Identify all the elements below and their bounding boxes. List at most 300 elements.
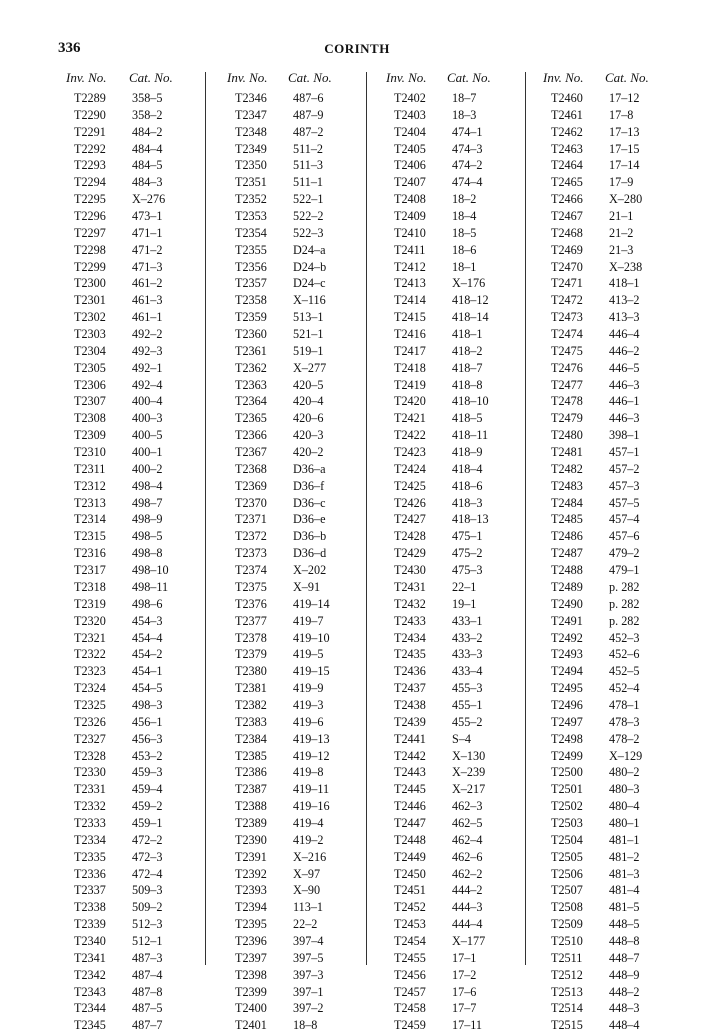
table-row — [227, 511, 377, 528]
cat-no-cell: 480–3 — [609, 782, 640, 797]
table-row — [543, 849, 693, 866]
table-row — [543, 984, 693, 1001]
inv-no-cell: T2462 — [551, 124, 583, 139]
cat-no-cell: 471–2 — [132, 242, 163, 257]
table-row — [66, 680, 216, 697]
cat-no-cell: X–238 — [609, 259, 643, 274]
cat-no-cell: 420–4 — [293, 394, 324, 409]
table-row — [386, 731, 536, 748]
cat-no-cell: 358–2 — [132, 107, 163, 122]
cat-no-cell: 452–6 — [609, 647, 640, 662]
cat-no-cell: 419–3 — [293, 697, 324, 712]
inv-no-cell: T2481 — [551, 445, 583, 460]
table-row — [227, 377, 377, 394]
table-row — [543, 680, 693, 697]
cat-no-cell: 487–3 — [132, 950, 163, 965]
cat-no-cell: 418–6 — [452, 478, 483, 493]
inv-no-cell: T2445 — [394, 782, 426, 797]
inv-no-cell: T2338 — [74, 900, 106, 915]
cat-no-cell: 113–1 — [293, 900, 324, 915]
table-row — [227, 259, 377, 276]
table-row — [66, 208, 216, 225]
inv-no-cell: T2508 — [551, 900, 583, 915]
inv-no-cell: T2374 — [235, 563, 267, 578]
inv-no-cell: T2502 — [551, 799, 583, 814]
cat-no-cell: 448–9 — [609, 967, 640, 982]
table-row — [66, 731, 216, 748]
table-row — [227, 1017, 377, 1034]
table-row — [66, 916, 216, 933]
cat-no-cell: 419–9 — [293, 681, 324, 696]
table-row — [66, 360, 216, 377]
cat-no-cell: 487–9 — [293, 107, 324, 122]
inv-no-cell: T2395 — [235, 917, 267, 932]
table-row — [543, 714, 693, 731]
inv-no-cell: T2336 — [74, 866, 106, 881]
cat-no-cell: 481–5 — [609, 900, 640, 915]
table-row — [227, 275, 377, 292]
cat-no-cell: 481–1 — [609, 832, 640, 847]
table-row — [227, 495, 377, 512]
inv-no-cell: T2437 — [394, 681, 426, 696]
cat-no-cell: 455–1 — [452, 697, 483, 712]
inv-no-cell: T2492 — [551, 630, 583, 645]
inv-no-cell: T2315 — [74, 529, 106, 544]
table-row — [386, 714, 536, 731]
cat-no-cell: 487–4 — [132, 967, 163, 982]
inv-no-cell: T2369 — [235, 478, 267, 493]
cat-no-cell: 498–3 — [132, 697, 163, 712]
cat-no-cell: 487–8 — [132, 984, 163, 999]
inv-no-cell: T2493 — [551, 647, 583, 662]
table-row — [66, 444, 216, 461]
table-row — [543, 495, 693, 512]
table-row — [543, 748, 693, 765]
inv-no-cell: T2409 — [394, 209, 426, 224]
cat-no-header: Cat. No. — [447, 70, 491, 85]
cat-no-cell: 419–7 — [293, 613, 324, 628]
inv-no-cell: T2469 — [551, 242, 583, 257]
cat-no-cell: 522–1 — [293, 192, 324, 207]
inv-no-cell: T2333 — [74, 815, 106, 830]
table-row — [386, 950, 536, 967]
inv-no-cell: T2497 — [551, 714, 583, 729]
table-row — [543, 646, 693, 663]
cat-no-cell: 498–10 — [132, 563, 169, 578]
cat-no-cell: 21–3 — [609, 242, 634, 257]
table-row — [66, 141, 216, 158]
inv-no-cell: T2427 — [394, 512, 426, 527]
cat-no-cell: 453–2 — [132, 748, 163, 763]
table-row — [386, 478, 536, 495]
cat-no-cell: 452–4 — [609, 681, 640, 696]
table-row — [543, 478, 693, 495]
cat-no-cell: 487–6 — [293, 91, 324, 105]
table-row — [227, 208, 377, 225]
cat-no-cell: 487–5 — [132, 1001, 163, 1016]
inv-no-cell: T2370 — [235, 495, 267, 510]
cat-no-cell: X–276 — [132, 192, 166, 207]
table-row — [386, 899, 536, 916]
table-row — [227, 680, 377, 697]
table-row — [66, 866, 216, 883]
cat-no-cell: 413–2 — [609, 293, 640, 308]
table-row — [227, 714, 377, 731]
cat-no-cell: 454–5 — [132, 681, 163, 696]
cat-no-cell: 454–3 — [132, 613, 163, 628]
table-row — [543, 141, 693, 158]
table-row — [386, 410, 536, 427]
table-row — [543, 242, 693, 259]
table-row — [66, 798, 216, 815]
inv-no-cell: T2379 — [235, 647, 267, 662]
cat-no-cell: p. 282 — [609, 579, 640, 594]
table-row — [66, 495, 216, 512]
inv-no-cell: T2465 — [551, 175, 583, 190]
table-row — [227, 798, 377, 815]
table-row — [386, 242, 536, 259]
inv-no-cell: T2377 — [235, 613, 267, 628]
cat-no-cell: 17–13 — [609, 124, 640, 139]
cat-no-cell: 513–1 — [293, 310, 324, 325]
table-row — [386, 427, 536, 444]
inv-no-cell: T2477 — [551, 377, 583, 392]
inv-no-cell: T2486 — [551, 529, 583, 544]
table-row — [66, 107, 216, 124]
table-row — [386, 579, 536, 596]
table-row — [386, 157, 536, 174]
cat-no-cell: 484–4 — [132, 141, 163, 156]
cat-no-cell: 481–3 — [609, 866, 640, 881]
table-row — [66, 832, 216, 849]
inv-no-cell: T2298 — [74, 242, 106, 257]
inv-no-cell: T2381 — [235, 681, 267, 696]
inv-no-cell: T2394 — [235, 900, 267, 915]
table-row — [543, 967, 693, 984]
cat-no-cell: 478–3 — [609, 714, 640, 729]
inv-no-cell: T2411 — [394, 242, 426, 257]
cat-no-cell: 471–1 — [132, 225, 163, 240]
inv-no-cell: T2506 — [551, 866, 583, 881]
inv-no-cell: T2464 — [551, 158, 583, 173]
cat-no-cell: p. 282 — [609, 596, 640, 611]
cat-no-cell: 498–6 — [132, 596, 163, 611]
table-row — [543, 309, 693, 326]
cat-no-cell: 444–2 — [452, 883, 483, 898]
cat-no-cell: 459–1 — [132, 815, 163, 830]
cat-no-cell: 418–11 — [452, 428, 489, 443]
cat-no-cell: 479–1 — [609, 563, 640, 578]
cat-no-cell: 419–4 — [293, 815, 324, 830]
cat-no-cell: 446–4 — [609, 327, 640, 342]
cat-no-cell: 448–4 — [609, 1018, 640, 1033]
cat-no-cell: 452–5 — [609, 664, 640, 679]
column-header — [543, 66, 693, 90]
inv-no-cell: T2515 — [551, 1018, 583, 1033]
table-row — [66, 124, 216, 141]
table-row — [386, 377, 536, 394]
inv-no-cell: T2426 — [394, 495, 426, 510]
cat-no-cell: 418–4 — [452, 461, 483, 476]
cat-no-cell: 18–7 — [452, 91, 477, 105]
cat-no-cell: 446–1 — [609, 394, 640, 409]
cat-no-cell: X–176 — [452, 276, 486, 291]
inv-no-cell: T2460 — [551, 91, 583, 105]
table-row — [66, 545, 216, 562]
table-row — [227, 731, 377, 748]
inv-no-cell: T2461 — [551, 107, 583, 122]
cat-no-cell: X–280 — [609, 192, 643, 207]
cat-no-cell: 398–1 — [609, 428, 640, 443]
inv-no-cell: T2456 — [394, 967, 426, 982]
table-row — [386, 545, 536, 562]
cat-no-cell: 454–2 — [132, 647, 163, 662]
inv-no-cell: T2400 — [235, 1001, 267, 1016]
table-column-3 — [386, 66, 536, 1034]
table-row — [386, 798, 536, 815]
table-row — [543, 393, 693, 410]
inv-no-cell: T2301 — [74, 293, 106, 308]
inv-no-header: Inv. No. — [543, 70, 584, 85]
cat-no-cell: 478–1 — [609, 697, 640, 712]
table-row — [227, 916, 377, 933]
table-row — [386, 511, 536, 528]
table-row — [227, 157, 377, 174]
cat-no-cell: 457–2 — [609, 461, 640, 476]
cat-no-cell: 454–1 — [132, 664, 163, 679]
table-row — [543, 360, 693, 377]
table-row — [386, 124, 536, 141]
inv-no-cell: T2416 — [394, 327, 426, 342]
inv-no-cell: T2396 — [235, 933, 267, 948]
table-row — [66, 697, 216, 714]
inv-no-cell: T2311 — [74, 461, 106, 476]
cat-no-cell: 418–9 — [452, 445, 483, 460]
inv-no-cell: T2349 — [235, 141, 267, 156]
inv-no-cell: T2385 — [235, 748, 267, 763]
cat-no-cell: 446–2 — [609, 343, 640, 358]
table-row — [386, 933, 536, 950]
cat-no-cell: 419–10 — [293, 630, 330, 645]
table-row — [386, 292, 536, 309]
cat-no-cell: 418–1 — [609, 276, 640, 291]
cat-no-cell: D36–f — [293, 478, 325, 493]
table-row — [66, 764, 216, 781]
table-row — [227, 562, 377, 579]
table-row — [543, 630, 693, 647]
inv-no-cell: T2296 — [74, 209, 106, 224]
cat-no-cell: 462–3 — [452, 799, 483, 814]
table-row — [66, 275, 216, 292]
cat-no-cell: 472–3 — [132, 849, 163, 864]
table-row — [66, 663, 216, 680]
cat-no-cell: 498–9 — [132, 512, 163, 527]
table-row — [386, 866, 536, 883]
table-row — [227, 461, 377, 478]
cat-no-cell: 418–1 — [452, 327, 483, 342]
inv-no-cell: T2510 — [551, 933, 583, 948]
table-column-2 — [227, 66, 377, 1034]
table-row — [66, 427, 216, 444]
cat-no-cell: 433–2 — [452, 630, 483, 645]
cat-no-cell: 418–8 — [452, 377, 483, 392]
inv-no-cell: T2364 — [235, 394, 267, 409]
table-row — [66, 613, 216, 630]
table-row — [227, 444, 377, 461]
inv-no-cell: T2306 — [74, 377, 106, 392]
table-row — [543, 731, 693, 748]
cat-no-cell: 19–1 — [452, 596, 477, 611]
cat-no-cell: 18–1 — [452, 259, 477, 274]
table-row — [543, 916, 693, 933]
cat-no-cell: 21–1 — [609, 209, 634, 224]
table-row — [66, 292, 216, 309]
inv-no-cell: T2451 — [394, 883, 426, 898]
table-row — [386, 984, 536, 1001]
inv-no-cell: T2304 — [74, 343, 106, 358]
cat-no-cell: 448–7 — [609, 950, 640, 965]
cat-no-cell: 444–4 — [452, 917, 483, 932]
table-row — [386, 107, 536, 124]
table-row — [227, 596, 377, 613]
table-row — [543, 343, 693, 360]
table-row — [227, 697, 377, 714]
table-row — [227, 950, 377, 967]
inv-no-cell: T2348 — [235, 124, 267, 139]
inv-no-cell: T2406 — [394, 158, 426, 173]
table-row — [227, 899, 377, 916]
inv-no-cell: T2356 — [235, 259, 267, 274]
table-row — [543, 444, 693, 461]
cat-no-cell: 448–3 — [609, 1001, 640, 1016]
inv-no-cell: T2433 — [394, 613, 426, 628]
cat-no-cell: 487–2 — [293, 124, 324, 139]
inv-no-cell: T2312 — [74, 478, 106, 493]
inv-no-cell: T2339 — [74, 917, 106, 932]
table-row — [386, 849, 536, 866]
cat-no-cell: 511–3 — [293, 158, 324, 173]
inv-no-cell: T2403 — [394, 107, 426, 122]
cat-no-cell: D36–c — [293, 495, 326, 510]
cat-no-cell: 448–2 — [609, 984, 640, 999]
inv-no-cell: T2415 — [394, 310, 426, 325]
cat-no-cell: 400–1 — [132, 445, 163, 460]
cat-no-cell: D24–a — [293, 242, 326, 257]
cat-no-header: Cat. No. — [288, 70, 332, 85]
inv-no-cell: T2392 — [235, 866, 267, 881]
cat-no-cell: 511–2 — [293, 141, 324, 156]
inv-no-cell: T2391 — [235, 849, 267, 864]
cat-no-cell: 397–3 — [293, 967, 324, 982]
table-row — [543, 815, 693, 832]
table-row — [543, 950, 693, 967]
cat-no-cell: 433–4 — [452, 664, 483, 679]
inv-no-cell: T2335 — [74, 849, 106, 864]
inv-no-cell: T2412 — [394, 259, 426, 274]
cat-no-cell: 419–14 — [293, 596, 330, 611]
table-row — [227, 141, 377, 158]
inv-no-cell: T2490 — [551, 596, 583, 611]
table-row — [543, 613, 693, 630]
table-row — [543, 208, 693, 225]
table-row — [386, 967, 536, 984]
table-row — [386, 191, 536, 208]
cat-no-cell: 418–12 — [452, 293, 489, 308]
inv-no-cell: T2355 — [235, 242, 267, 257]
cat-no-cell: 419–16 — [293, 799, 330, 814]
cat-no-cell: 478–2 — [609, 731, 640, 746]
cat-no-cell: 433–3 — [452, 647, 483, 662]
inv-no-cell: T2494 — [551, 664, 583, 679]
table-row — [386, 225, 536, 242]
inv-no-cell: T2450 — [394, 866, 426, 881]
table-row — [386, 461, 536, 478]
cat-no-cell: 509–2 — [132, 900, 163, 915]
inv-no-cell: T2382 — [235, 697, 267, 712]
cat-no-cell: 498–5 — [132, 529, 163, 544]
cat-no-cell: X–130 — [452, 748, 486, 763]
table-row — [227, 174, 377, 191]
table-row — [543, 545, 693, 562]
table-row — [386, 663, 536, 680]
table-row — [66, 90, 216, 107]
table-row — [543, 511, 693, 528]
table-row — [227, 613, 377, 630]
inv-no-cell: T2505 — [551, 849, 583, 864]
inv-no-cell: T2438 — [394, 697, 426, 712]
cat-no-cell: 461–3 — [132, 293, 163, 308]
cat-no-cell: 492–3 — [132, 343, 163, 358]
table-row — [227, 849, 377, 866]
inv-no-cell: T2447 — [394, 815, 426, 830]
inv-no-cell: T2352 — [235, 192, 267, 207]
table-row — [386, 882, 536, 899]
table-row — [227, 933, 377, 950]
table-row — [227, 309, 377, 326]
inv-no-cell: T2504 — [551, 832, 583, 847]
inv-no-cell: T2501 — [551, 782, 583, 797]
cat-no-cell: 446–5 — [609, 360, 640, 375]
table-row — [386, 360, 536, 377]
cat-no-cell: 484–5 — [132, 158, 163, 173]
cat-no-cell: 22–1 — [452, 579, 477, 594]
inv-no-cell: T2314 — [74, 512, 106, 527]
cat-no-header: Cat. No. — [605, 70, 649, 85]
cat-no-cell: 474–4 — [452, 175, 483, 190]
table-row — [227, 832, 377, 849]
inv-no-cell: T2429 — [394, 546, 426, 561]
table-row — [386, 697, 536, 714]
inv-no-cell: T2511 — [551, 950, 583, 965]
table-row — [227, 1000, 377, 1017]
table-row — [543, 377, 693, 394]
inv-no-cell: T2384 — [235, 731, 267, 746]
cat-no-cell: X–91 — [293, 579, 321, 594]
table-row — [543, 579, 693, 596]
inv-no-cell: T2373 — [235, 546, 267, 561]
inv-no-cell: T2420 — [394, 394, 426, 409]
cat-no-cell: 481–2 — [609, 849, 640, 864]
table-row — [543, 124, 693, 141]
cat-no-cell: X–116 — [293, 293, 326, 308]
inv-no-cell: T2424 — [394, 461, 426, 476]
cat-no-cell: X–97 — [293, 866, 321, 881]
cat-no-cell: 512–3 — [132, 917, 163, 932]
table-row — [66, 174, 216, 191]
inv-no-cell: T2365 — [235, 411, 267, 426]
inv-no-cell: T2455 — [394, 950, 426, 965]
rows — [66, 90, 216, 1034]
